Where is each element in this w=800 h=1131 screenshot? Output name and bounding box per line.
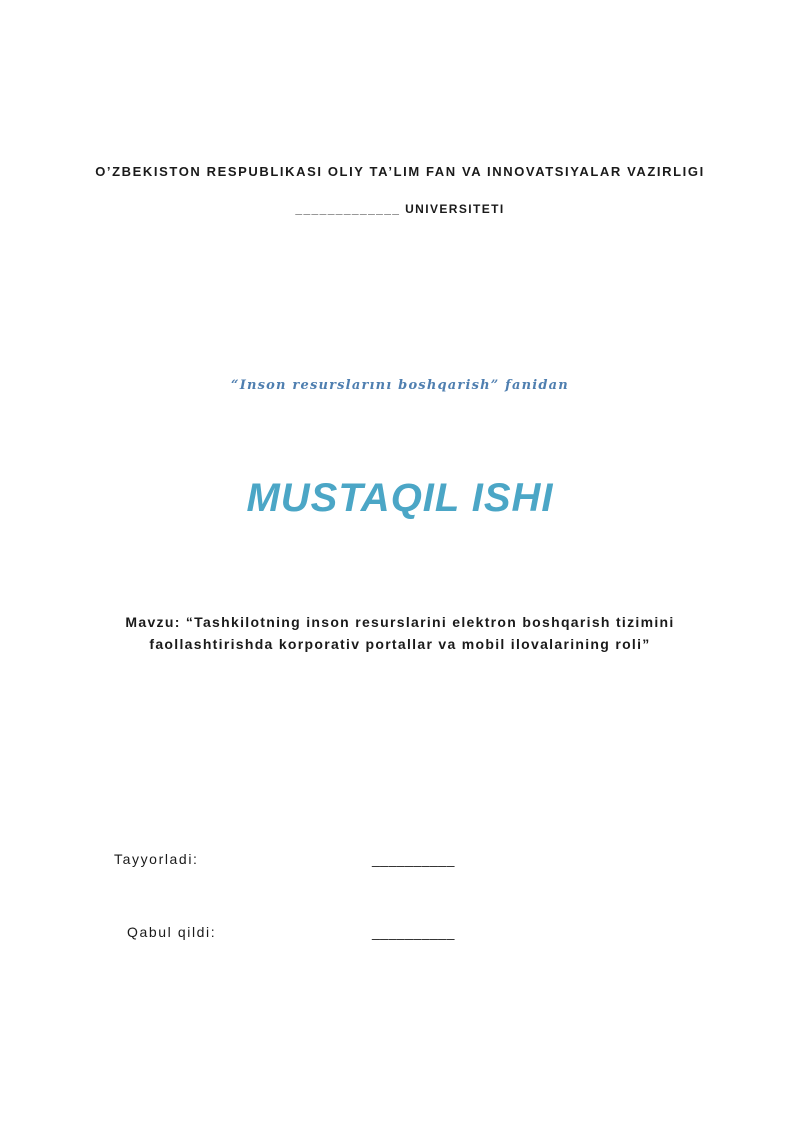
prepared-by-blank: __________ [372,851,455,867]
topic-line-1: Mavzu: “Tashkilotning inson resurslarini elektron boshqarish tizimini [125,614,675,630]
topic-line-2: faollashtirishda korporativ portallar va mobil ilovalarining roli” [149,636,651,652]
accepted-by-blank: __________ [372,924,455,940]
topic-block [0,611,800,655]
accepted-by-label: Qabul qildi: [127,924,217,940]
ministry-heading: O’ZBEKISTON RESPUBLIKASI OLIY TA’LIM FAN VA INNOVATSIYALAR VAZIRLIGI [95,164,705,179]
subject-line: “Inson resurslarını boshqarish” fanidan [231,378,569,393]
prepared-by-label: Tayyorladi: [114,851,199,867]
university-heading: _____________ UNIVERSITETI [295,202,505,216]
document-title: MUSTAQIL ISHI [246,476,554,520]
